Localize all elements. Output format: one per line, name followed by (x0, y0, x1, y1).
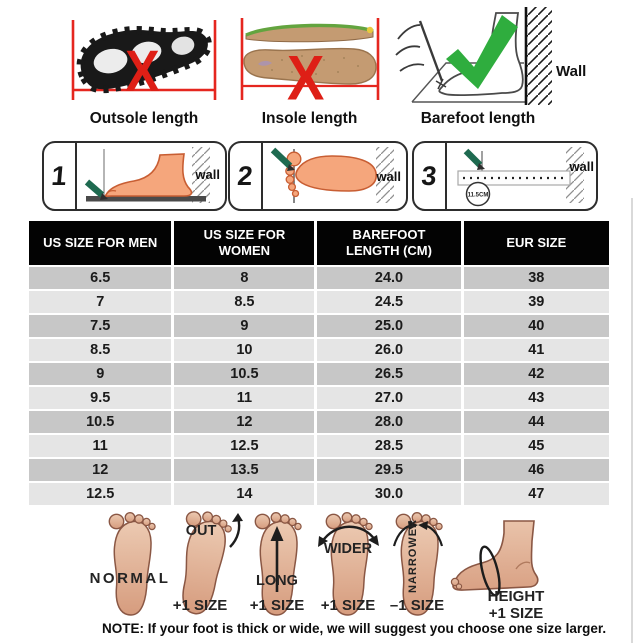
table-cell: 26.0 (317, 339, 460, 361)
wall-label: Wall (556, 63, 587, 80)
table-cell: 9 (174, 315, 314, 337)
column-header: BAREFOOT LENGTH (CM) (317, 221, 460, 265)
table-cell: 8.5 (174, 291, 314, 313)
table-row (29, 387, 609, 409)
wrong-mark-icon: X (125, 39, 160, 105)
step-panel-1 (42, 141, 227, 211)
fit-label-long: LONG (256, 573, 298, 589)
table-cell: 14 (174, 483, 314, 505)
measurement-value: 11.5CM (467, 192, 489, 199)
method-outsole (55, 8, 233, 130)
table-cell: 10 (174, 339, 314, 361)
divider (261, 143, 263, 209)
divider (75, 143, 77, 209)
table-cell: 39 (464, 291, 609, 313)
size-table (26, 219, 612, 507)
table-cell: 44 (464, 411, 609, 433)
table-cell: 10.5 (29, 411, 171, 433)
step-number: 2 (236, 160, 254, 191)
table-row (29, 435, 609, 457)
table-cell: 12.5 (174, 435, 314, 457)
method-caption: Insole length (261, 110, 358, 127)
table-cell: 38 (464, 267, 609, 289)
table-row (29, 315, 609, 337)
table-row (29, 267, 609, 289)
table-cell: 7.5 (29, 315, 171, 337)
table-cell: 42 (464, 363, 609, 385)
table-cell: 29.5 (317, 459, 460, 481)
table-row (29, 411, 609, 433)
table-row (29, 363, 609, 385)
table-cell: 7 (29, 291, 171, 313)
header-row (29, 221, 609, 265)
column-header: US SIZE FOR MEN (29, 221, 171, 265)
table-cell: 24.5 (317, 291, 460, 313)
table-row (29, 339, 609, 361)
table-row (29, 291, 609, 313)
fit-label-normal: NORMAL (89, 570, 171, 587)
table-cell: 30.0 (317, 483, 460, 505)
fit-label-height: HEIGHT (487, 588, 545, 605)
barefoot-wall-icon (388, 5, 590, 107)
wall-label: wall (376, 169, 401, 184)
right-edge-divider (631, 198, 633, 643)
table-cell: 28.0 (317, 411, 460, 433)
table-cell: 25.0 (317, 315, 460, 337)
table-cell: 46 (464, 459, 609, 481)
ruler-measure-icon (448, 145, 593, 207)
step-number: 3 (420, 160, 438, 191)
table-row (29, 459, 609, 481)
table-cell: 40 (464, 315, 609, 337)
table-cell: 9 (29, 363, 171, 385)
table-cell: 12 (29, 459, 171, 481)
table-cell: 45 (464, 435, 609, 457)
size-note-out: +1 SIZE (172, 597, 228, 614)
size-note-wider: +1 SIZE (320, 597, 376, 614)
table-cell: 12 (174, 411, 314, 433)
size-note-narrower: –1 SIZE (389, 597, 445, 614)
table-cell: 8.5 (29, 339, 171, 361)
step-panel-2 (228, 141, 408, 211)
table-cell: 41 (464, 339, 609, 361)
table-cell: 24.0 (317, 267, 460, 289)
foot-normal-icon (100, 512, 162, 618)
step-number: 1 (50, 160, 68, 191)
wall-label: wall (195, 167, 220, 182)
table-cell: 28.5 (317, 435, 460, 457)
fit-label-wider: WIDER (323, 541, 373, 557)
method-caption: Barefoot length (420, 110, 536, 127)
method-barefoot (388, 5, 590, 130)
table-cell: 27.0 (317, 387, 460, 409)
fit-label-out: OUT (185, 523, 217, 539)
column-header: EUR SIZE (464, 221, 609, 265)
wrong-mark-icon: X (287, 42, 325, 113)
table-cell: 11 (174, 387, 314, 409)
fit-label-narrower: NARROWER (407, 519, 419, 593)
step-panel-3 (412, 141, 598, 211)
method-caption: Outsole length (89, 110, 199, 127)
table-cell: 6.5 (29, 267, 171, 289)
table-cell: 10.5 (174, 363, 314, 385)
table-cell: 26.5 (317, 363, 460, 385)
table-cell: 8 (174, 267, 314, 289)
column-header: US SIZE FOR WOMEN (174, 221, 314, 265)
table-cell: 9.5 (29, 387, 171, 409)
table-cell: 11 (29, 435, 171, 457)
note-text: NOTE: If your foot is thick or wide, we will suggest you choose one size larger. (102, 621, 607, 636)
divider (445, 143, 447, 209)
wall-label: wall (569, 159, 594, 174)
table-cell: 43 (464, 387, 609, 409)
size-note-long: +1 SIZE (249, 597, 305, 614)
size-note-height: +1 SIZE (488, 605, 544, 622)
method-insole (232, 8, 387, 130)
table-cell: 12.5 (29, 483, 171, 505)
table-cell: 13.5 (174, 459, 314, 481)
table-cell: 47 (464, 483, 609, 505)
table-row (29, 483, 609, 505)
